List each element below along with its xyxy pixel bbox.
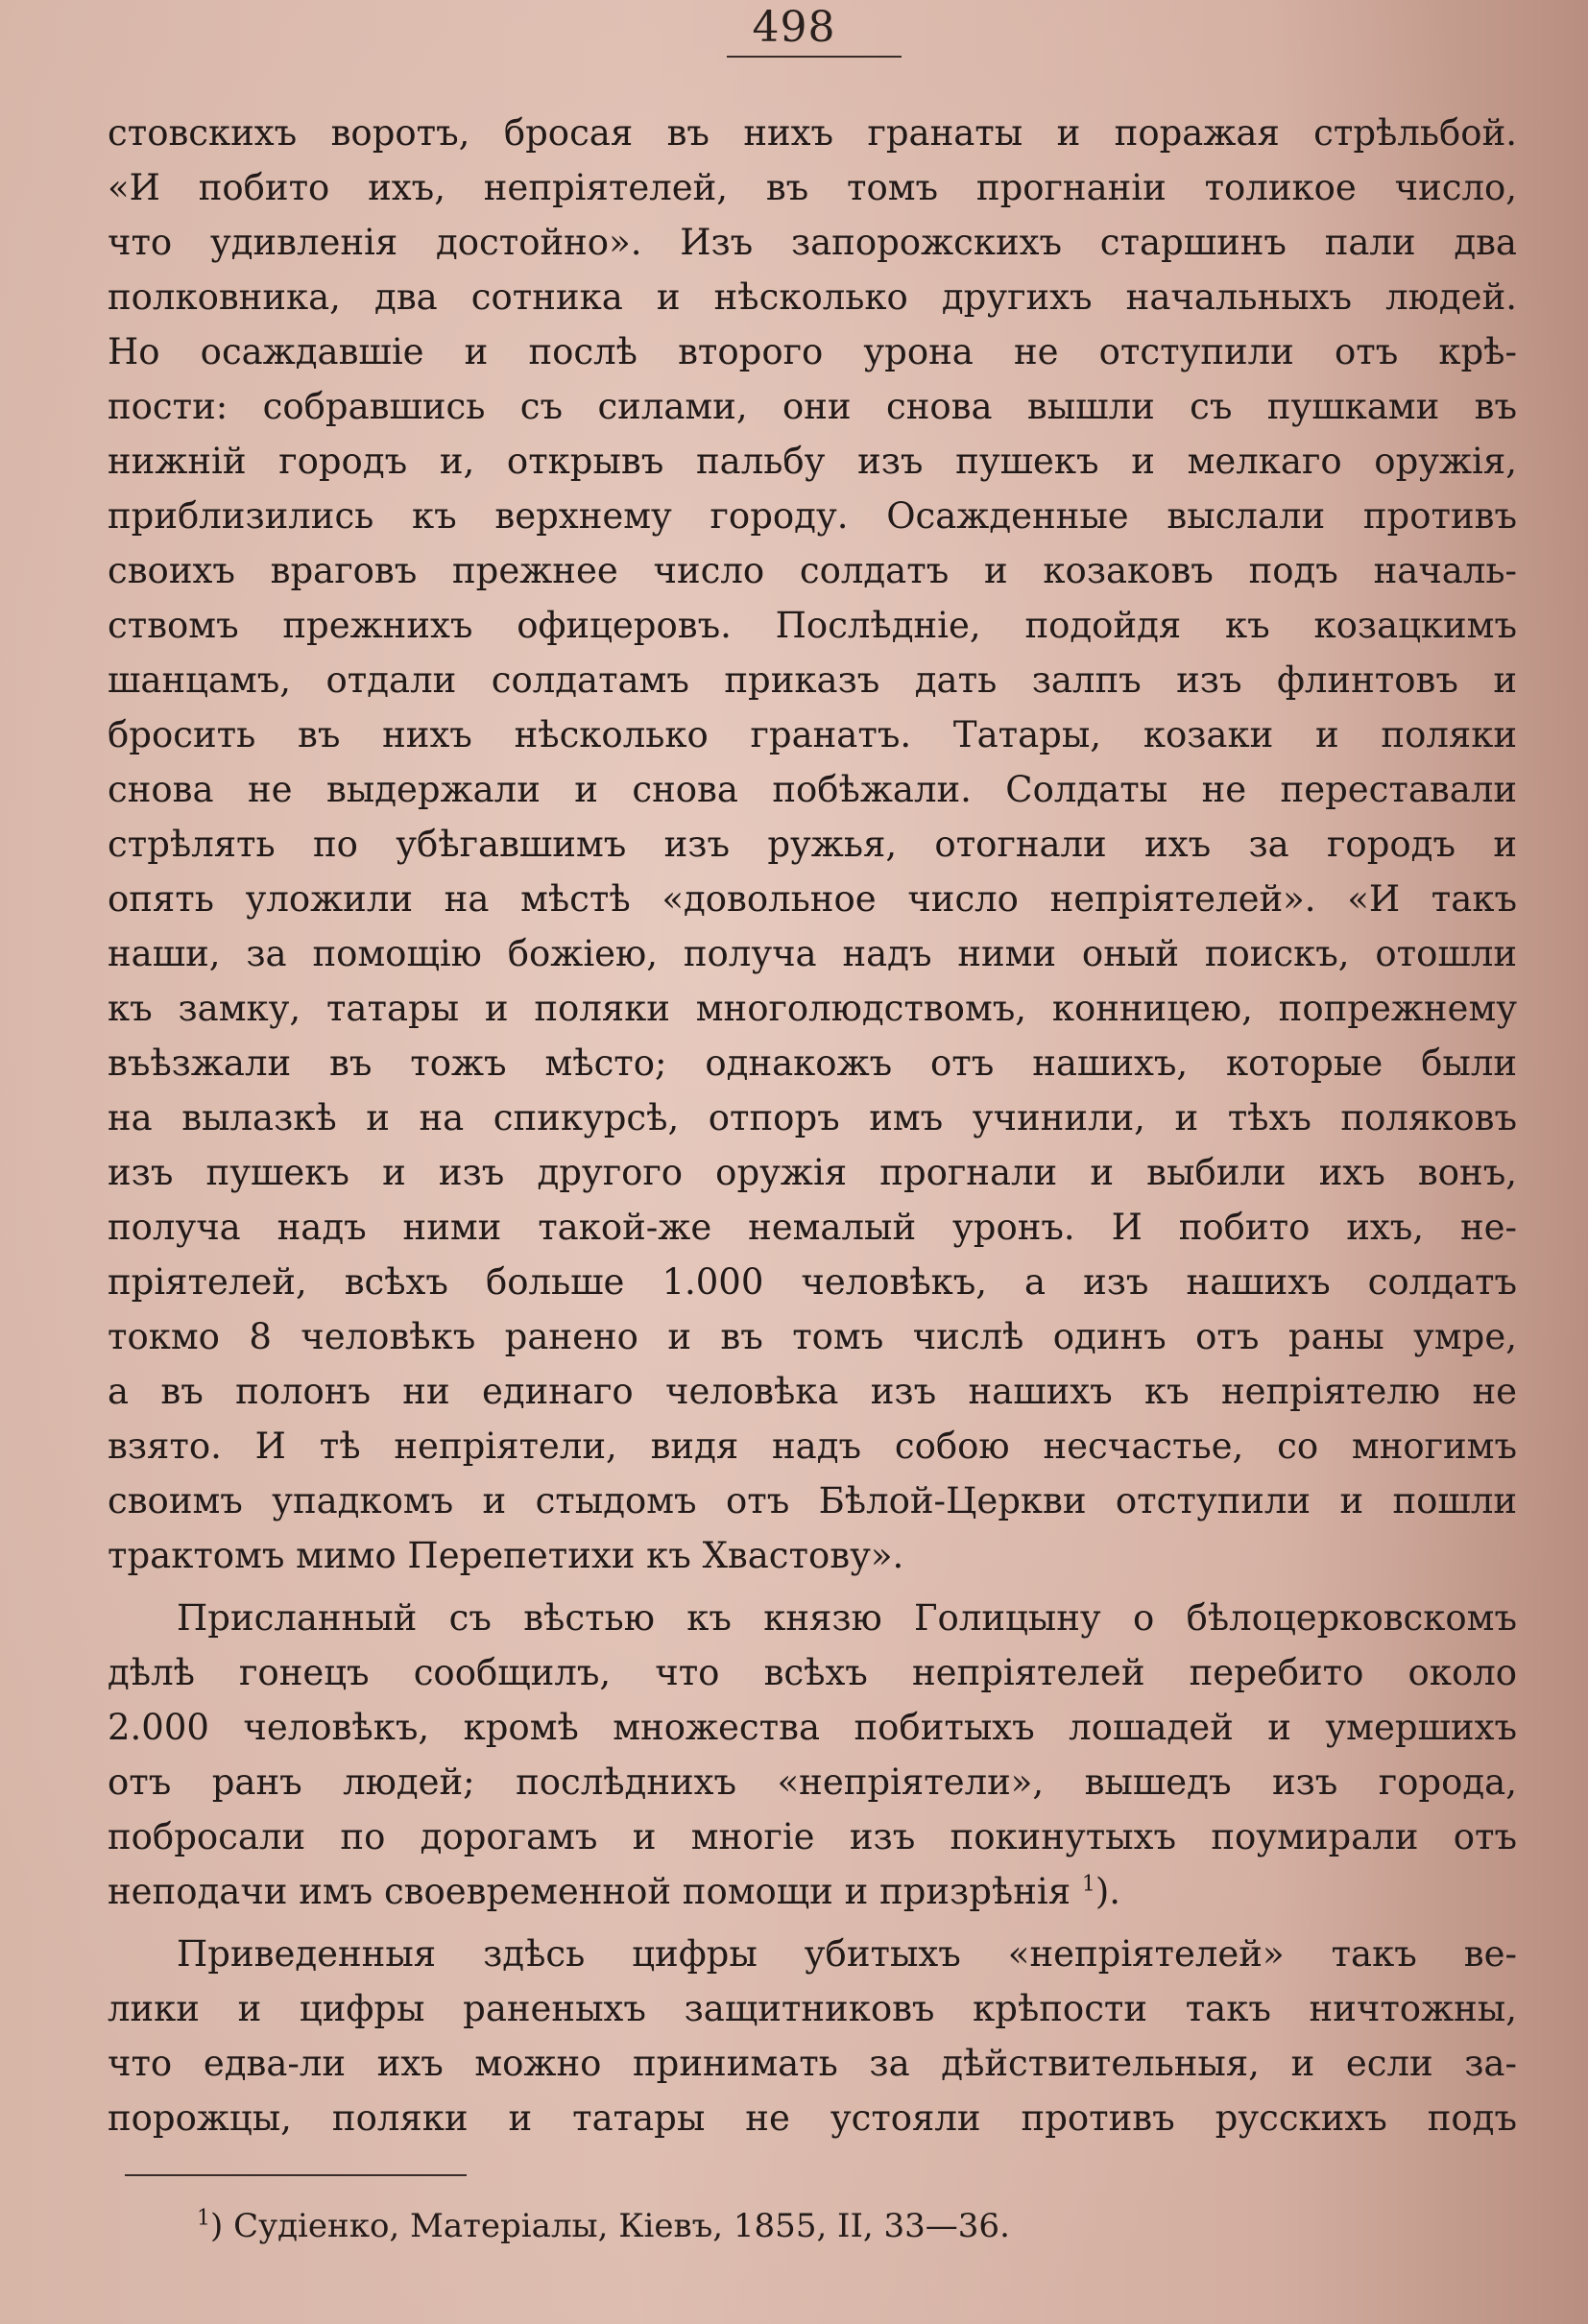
paragraph-gap <box>108 1583 1517 1591</box>
text-line: получа надъ ними такой-же немалый уронъ. И побито ихъ, не- <box>108 1207 1517 1248</box>
text-line: стрѣлять по убѣгавшимъ изъ ружья, отогнали ихъ за городъ и <box>108 824 1517 865</box>
text-line: что едва-ли ихъ можно принимать за дѣйствительныя, и если за- <box>108 2043 1517 2084</box>
text-line: полковника, два сотника и нѣсколько другихъ начальныхъ людей. <box>108 276 1517 318</box>
text-line: приблизились къ верхнему городу. Осажденные выслали противъ <box>108 495 1517 537</box>
text-line: изъ пушекъ и изъ другого оружія прогнали и выбили ихъ вонъ, <box>108 1152 1517 1193</box>
text-line-with-footnote <box>108 1864 1517 1919</box>
footnote-text: Судіенко, Матеріалы, Кіевъ, 1855, II, 33—36. <box>233 2207 1010 2245</box>
footnote-rule <box>125 2174 467 2176</box>
footnote-reference-tail: ). <box>1095 1871 1121 1912</box>
text-line: стовскихъ воротъ, бросая въ нихъ гранаты и поражая стрѣльбой. <box>108 112 1517 154</box>
footnote <box>197 2204 1010 2248</box>
text-line: наши, за помощію божіею, получа надъ ними оный поискъ, отошли <box>108 933 1517 974</box>
text-line: взято. И тѣ непріятели, видя надъ собою несчастье, со многимъ <box>108 1426 1517 1467</box>
text-line: а въ полонъ ни единаго человѣка изъ нашихъ къ непріятелю не <box>108 1371 1517 1412</box>
text-line: ствомъ прежнихъ офицеровъ. Послѣдніе, подойдя къ козацкимъ <box>108 605 1517 646</box>
text-line: своихъ враговъ прежнее число солдатъ и козаковъ подъ началь- <box>108 550 1517 591</box>
footnote-marker-tail: ) <box>210 2207 224 2245</box>
text-line: дѣлѣ гонецъ сообщилъ, что всѣхъ непріятелей перебито около <box>108 1652 1517 1693</box>
page-number: 498 <box>752 3 836 52</box>
text-line: Присланный съ вѣстью къ князю Голицыну о бѣлоцерковскомъ <box>177 1597 1517 1639</box>
text-line: «И побито ихъ, непріятелей, въ томъ прогнаніи толикое число, <box>108 167 1517 208</box>
text-line: бросить въ нихъ нѣсколько гранатъ. Татары, козаки и поляки <box>108 714 1517 755</box>
text-line: побросали по дорогамъ и многіе изъ покинутыхъ поумирали отъ <box>108 1816 1517 1857</box>
text-line: Приведенныя здѣсь цифры убитыхъ «непріятелей» такъ ве- <box>177 1933 1517 1975</box>
text-line: снова не выдержали и снова побѣжали. Солдаты не переставали <box>108 769 1517 810</box>
text-line: пріятелей, всѣхъ больше 1.000 человѣкъ, а изъ нашихъ солдатъ <box>108 1261 1517 1303</box>
text-line: Но осаждавшіе и послѣ второго урона не отступили отъ крѣ- <box>108 331 1517 372</box>
text-line-content: неподачи имъ своевременной помощи и призрѣнія <box>108 1871 1071 1912</box>
header-rule <box>727 56 902 58</box>
text-line: шанцамъ, отдали солдатамъ приказъ дать залпъ изъ флинтовъ и <box>108 659 1517 701</box>
body-text <box>108 106 1517 2145</box>
text-line: 2.000 человѣкъ, кромѣ множества побитыхъ лошадей и умершихъ <box>108 1707 1517 1748</box>
text-line: что удивленія достойно». Изъ запорожскихъ старшинъ пали два <box>108 222 1517 263</box>
text-line: опять уложили на мѣстѣ «довольное число непріятелей». «И такъ <box>108 878 1517 920</box>
text-line: нижній городъ и, открывъ пальбу изъ пушекъ и мелкаго оружія, <box>108 441 1517 482</box>
text-line: порожцы, поляки и татары не устояли противъ русскихъ подъ <box>108 2097 1517 2139</box>
text-line: своимъ упадкомъ и стыдомъ отъ Бѣлой-Церкви отступили и пошли <box>108 1480 1517 1521</box>
text-line: пости: собравшись съ силами, они снова вышли съ пушками въ <box>108 386 1517 427</box>
text-line: къ замку, татары и поляки многолюдствомъ, конницею, попрежнему <box>108 988 1517 1029</box>
text-line: отъ ранъ людей; послѣднихъ «непріятели», вышедъ изъ города, <box>108 1761 1517 1803</box>
text-line: на вылазкѣ и на спикурсѣ, отпоръ имъ учинили, и тѣхъ поляковъ <box>108 1097 1517 1138</box>
text-line: лики и цифры раненыхъ защитниковъ крѣпости такъ ничтожны, <box>108 1988 1517 2029</box>
footnote-marker: 1 <box>197 2206 210 2231</box>
text-line: въѣзжали въ тожъ мѣсто; однакожъ отъ нашихъ, которые были <box>108 1042 1517 1084</box>
footnote-reference: 1 <box>1081 1872 1095 1897</box>
paragraph-gap <box>108 1919 1517 1927</box>
text-line: трактомъ мимо Перепетихи къ Хвастову». <box>108 1535 904 1576</box>
text-line: токмо 8 человѣкъ ранено и въ томъ числѣ одинъ отъ раны умре, <box>108 1316 1517 1357</box>
